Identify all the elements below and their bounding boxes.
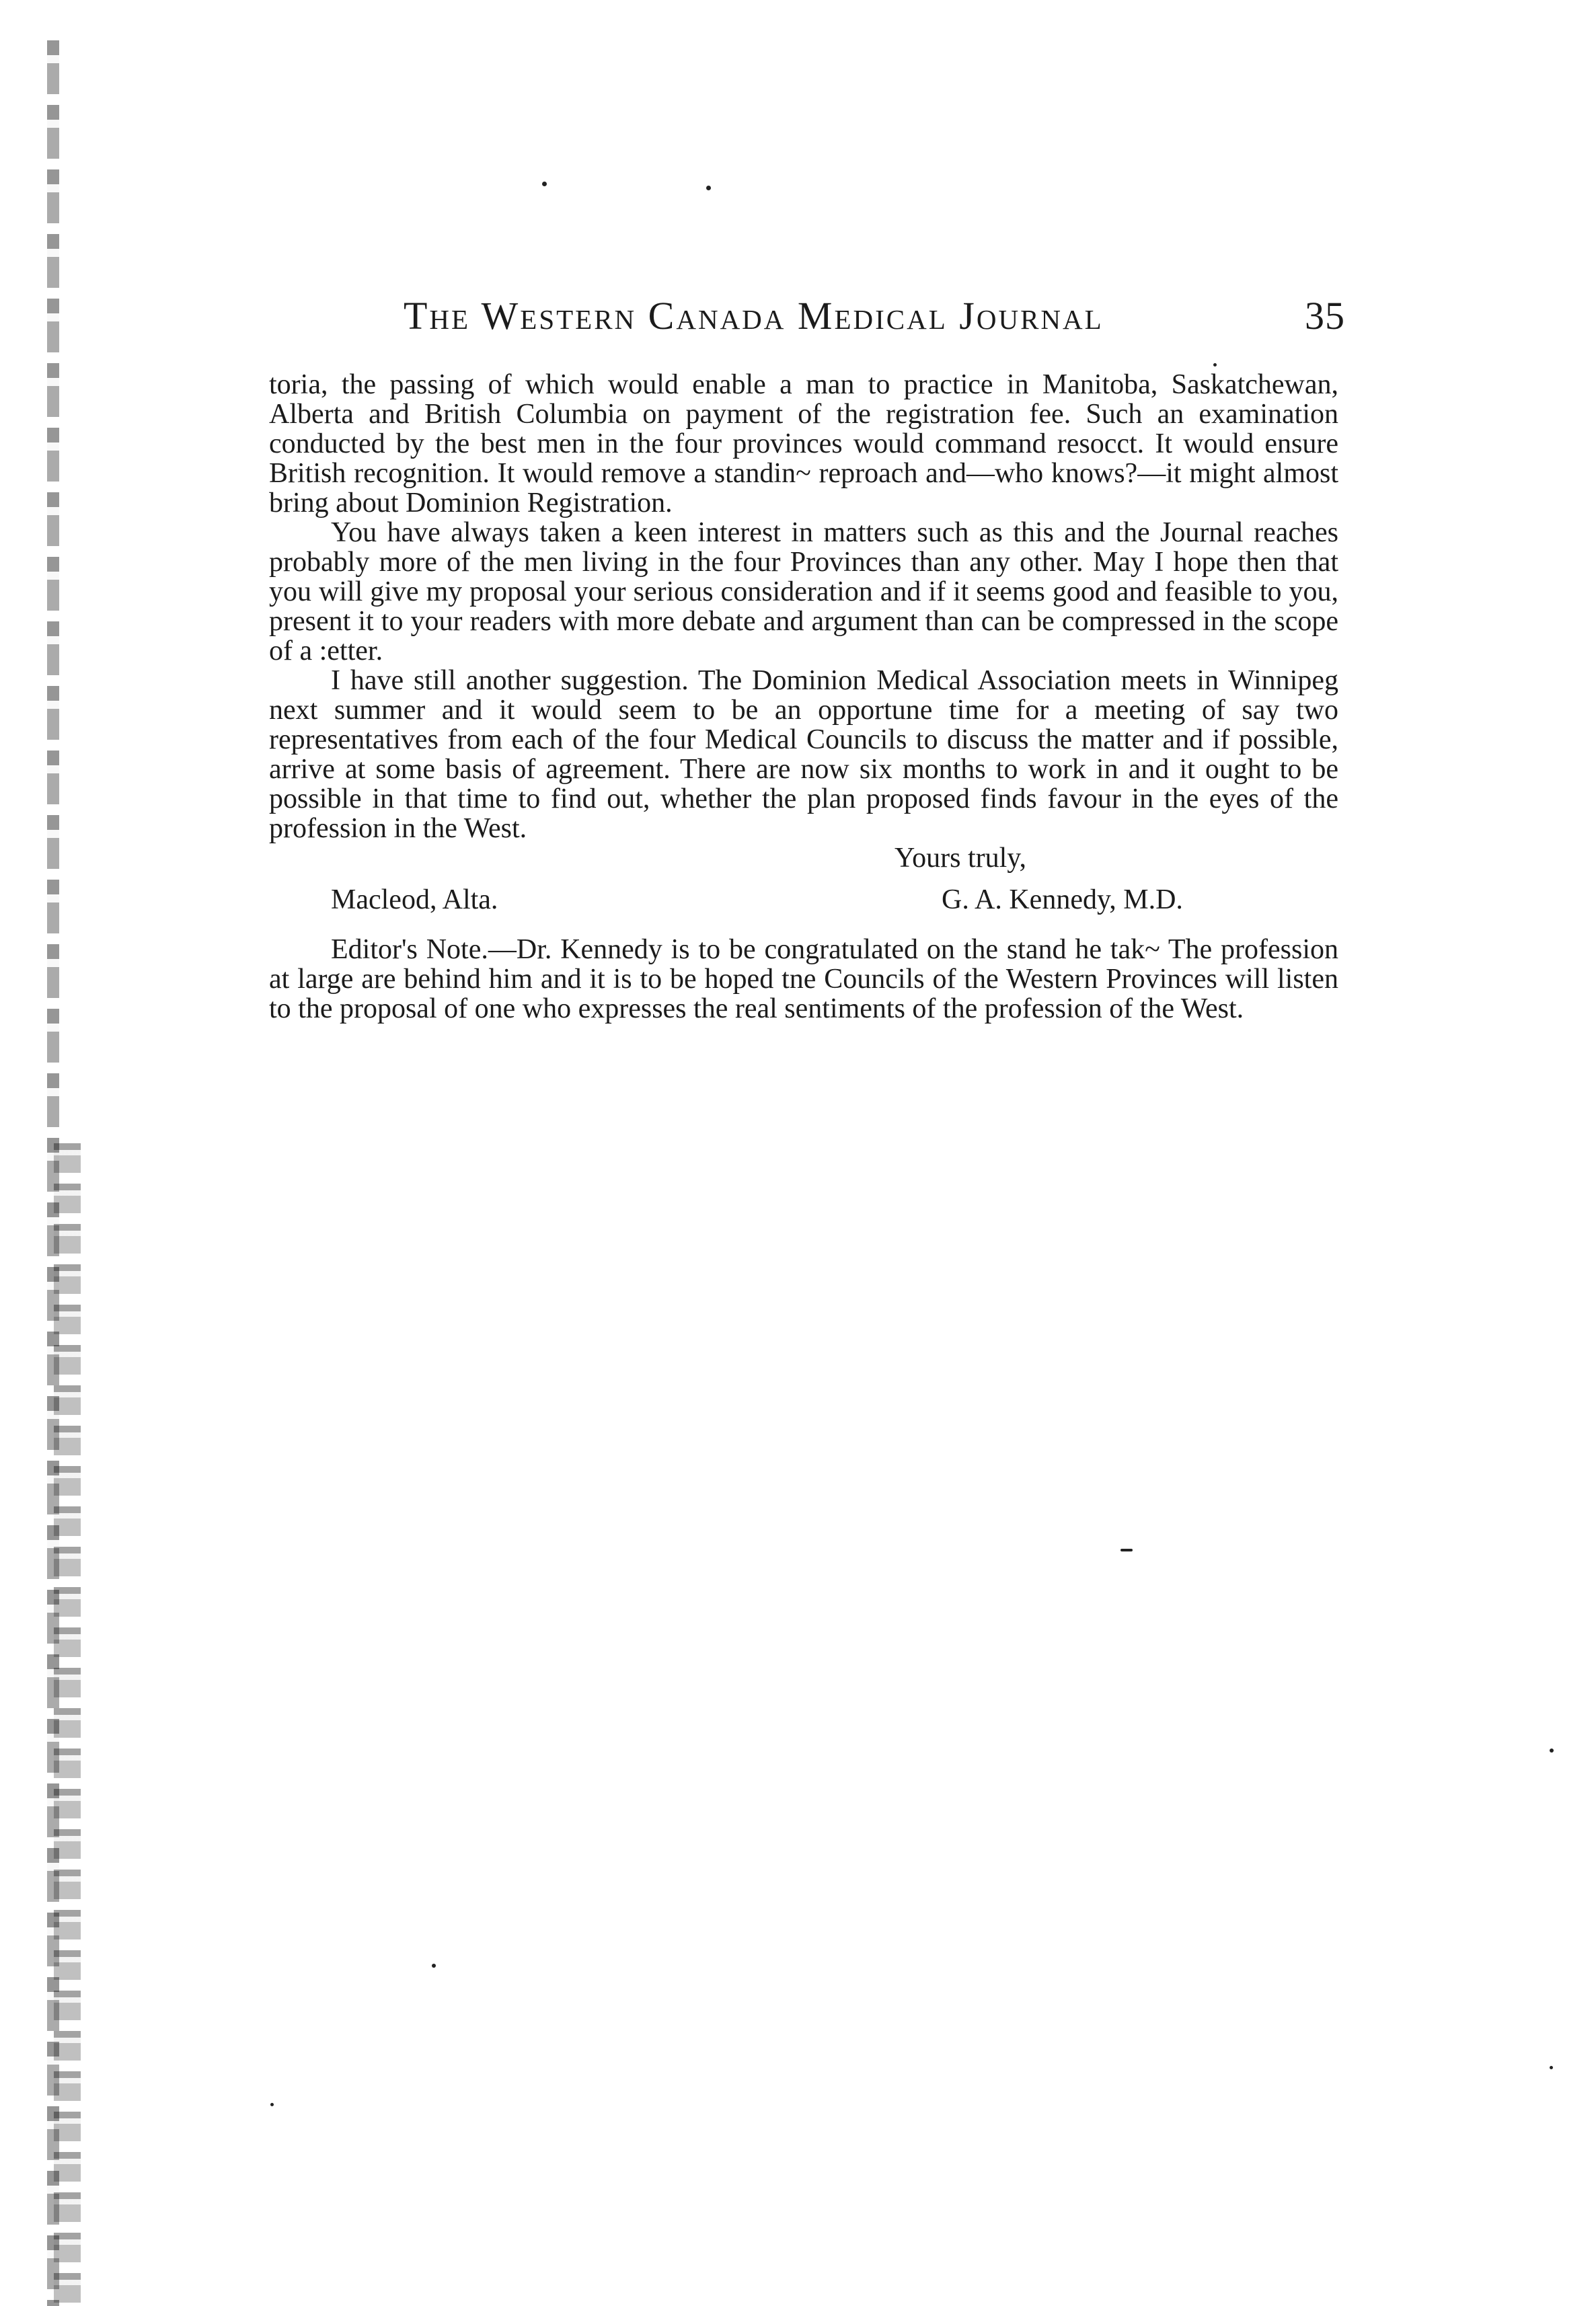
- binding-edge-shadow-lower: [54, 1143, 81, 2306]
- letter-body: [269, 370, 1338, 1024]
- signature-row: [269, 885, 1338, 915]
- scan-speck: [542, 182, 547, 186]
- page-number: 35: [1305, 294, 1345, 338]
- closing-line: [269, 843, 1338, 873]
- sender-signature: G. A. Kennedy, M.D.: [942, 884, 1183, 915]
- closing-yours-truly: Yours truly,: [895, 843, 1027, 874]
- scan-speck: [1120, 1549, 1133, 1551]
- editors-note: Editor's Note.—Dr. Kennedy is to be congratulated on the stand he tak~ The profession at large are behind him and it is to be hoped tne Councils of the Western Provinces will listen to the proposal of one who expresses the real sentiments of the profession of the West.: [269, 934, 1338, 1024]
- paragraph-journal-proposal: You have always taken a keen interest in matters such as this and the Journal reaches probably more of the men living in the four Provinces than any other. May I hope then that you will give my proposal your serious consideration and if it seems good and feasible to you, present it to your readers with more debate and argument than can be compressed in the scope of a :etter.: [269, 517, 1338, 666]
- scan-speck: [432, 1964, 436, 1968]
- paragraph-continued: toria, the passing of which would enable a man to practice in Manitoba, Saskatchewan, Alberta and British Columbia on payment of the registration fee. Such an examination conducted by the best men in the four provinces would command resocct. It would ensure British recognition. It would remove a standin~ reproach and—who knows?—it might almost bring about Dominion Registration.: [269, 369, 1338, 518]
- paragraph-suggestion: I have still another suggestion. The Dominion Medical Association meets in Winnipeg next summer and it would seem to be an opportune time for a meeting of say two representatives from each of the four Medical Councils to discuss the matter and if possible, arrive at some basis of agreement. There are now six months to work in and it ought to be possible in that time to find out, whether the plan proposed finds favour in the eyes of the profession in the West.: [269, 665, 1338, 844]
- journal-title: The Western Canada Medical Journal: [404, 294, 1104, 338]
- sender-location: Macleod, Alta.: [331, 884, 498, 915]
- scan-speck: [1550, 2066, 1553, 2069]
- scan-speck: [270, 2103, 274, 2106]
- scan-speck: [1213, 363, 1217, 367]
- running-head: [404, 289, 1345, 343]
- scan-speck: [1550, 1748, 1554, 1753]
- scan-speck: [706, 186, 711, 190]
